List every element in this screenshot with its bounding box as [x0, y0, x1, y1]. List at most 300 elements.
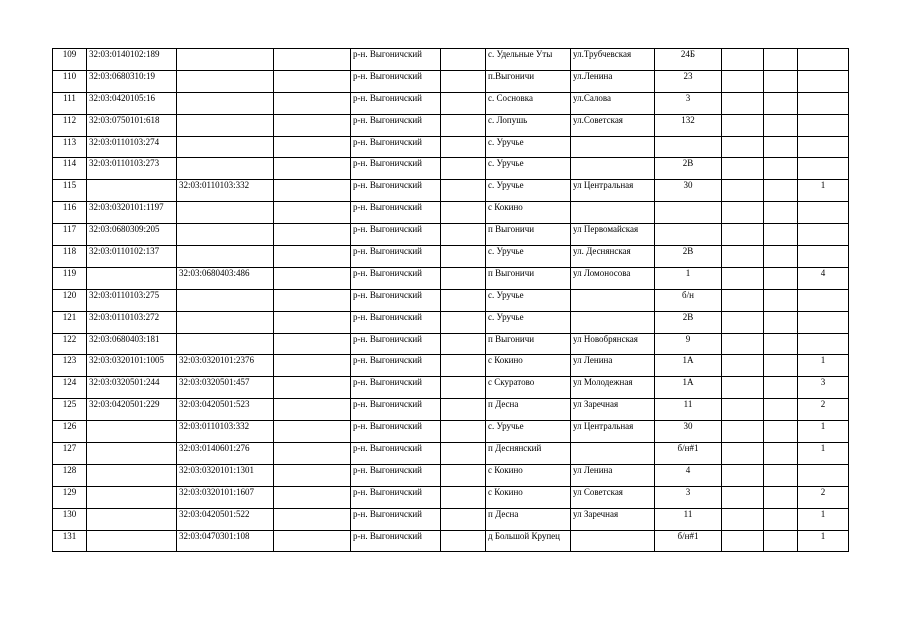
extra-cell-4-cell: [764, 443, 798, 465]
table-row: [53, 377, 849, 399]
extra-cell-2-cell: [441, 333, 486, 355]
settlement-cell: п Деснянский: [486, 443, 571, 465]
table-row: [53, 486, 849, 508]
extra-cell-3-cell: [722, 202, 764, 224]
extra-cell-cell: [274, 158, 351, 180]
house-number-cell: [655, 202, 722, 224]
house-number-cell: 2В: [655, 246, 722, 268]
count-cell: 1: [798, 508, 849, 530]
house-number-cell: 1: [655, 267, 722, 289]
count-cell: [798, 224, 849, 246]
cadastral-number-alt-cell: [177, 202, 274, 224]
extra-cell-2-cell: [441, 267, 486, 289]
cadastral-number-cell: [87, 421, 177, 443]
house-number-cell: 132: [655, 114, 722, 136]
house-number-cell: 11: [655, 399, 722, 421]
settlement-cell: с. Уручье: [486, 289, 571, 311]
district-cell: р-н. Выгоничский: [351, 136, 441, 158]
settlement-cell: п.Выгоничи: [486, 70, 571, 92]
district-cell: р-н. Выгоничский: [351, 333, 441, 355]
count-cell: 1: [798, 421, 849, 443]
extra-cell-4-cell: [764, 355, 798, 377]
extra-cell-2-cell: [441, 180, 486, 202]
table-row: [53, 530, 849, 552]
district-cell: р-н. Выгоничский: [351, 92, 441, 114]
street-cell: ул Ленина: [571, 464, 655, 486]
extra-cell-4-cell: [764, 311, 798, 333]
cadastral-number-alt-cell: [177, 311, 274, 333]
extra-cell-4-cell: [764, 464, 798, 486]
extra-cell-3-cell: [722, 443, 764, 465]
extra-cell-4-cell: [764, 246, 798, 268]
cadastral-number-cell: 32:03:0680310:19: [87, 70, 177, 92]
district-cell: р-н. Выгоничский: [351, 202, 441, 224]
row-number-cell: 116: [53, 202, 87, 224]
extra-cell-2-cell: [441, 136, 486, 158]
count-cell: [798, 136, 849, 158]
count-cell: [798, 333, 849, 355]
count-cell: 1: [798, 530, 849, 552]
row-number-cell: 113: [53, 136, 87, 158]
street-cell: [571, 158, 655, 180]
street-cell: [571, 202, 655, 224]
table-row: [53, 70, 849, 92]
count-cell: [798, 246, 849, 268]
house-number-cell: б/н#1: [655, 530, 722, 552]
extra-cell-2-cell: [441, 70, 486, 92]
cadastral-number-cell: [87, 180, 177, 202]
extra-cell-3-cell: [722, 49, 764, 71]
district-cell: р-н. Выгоничский: [351, 114, 441, 136]
cadastral-number-cell: 32:03:0420501:229: [87, 399, 177, 421]
district-cell: р-н. Выгоничский: [351, 180, 441, 202]
extra-cell-2-cell: [441, 530, 486, 552]
cadastral-number-cell: 32:03:0680403:181: [87, 333, 177, 355]
extra-cell-3-cell: [722, 333, 764, 355]
extra-cell-cell: [274, 180, 351, 202]
cadastral-number-cell: 32:03:0110103:275: [87, 289, 177, 311]
district-cell: р-н. Выгоничский: [351, 486, 441, 508]
district-cell: р-н. Выгоничский: [351, 246, 441, 268]
row-number-cell: 112: [53, 114, 87, 136]
row-number-cell: 114: [53, 158, 87, 180]
extra-cell-3-cell: [722, 136, 764, 158]
cadastral-number-alt-cell: 32:03:0320101:2376: [177, 355, 274, 377]
extra-cell-3-cell: [722, 180, 764, 202]
count-cell: [798, 70, 849, 92]
cadastral-number-alt-cell: [177, 136, 274, 158]
district-cell: р-н. Выгоничский: [351, 158, 441, 180]
house-number-cell: 3: [655, 486, 722, 508]
extra-cell-2-cell: [441, 311, 486, 333]
cadastral-number-alt-cell: 32:03:0110103:332: [177, 421, 274, 443]
count-cell: 1: [798, 443, 849, 465]
count-cell: 1: [798, 355, 849, 377]
extra-cell-4-cell: [764, 399, 798, 421]
street-cell: ул Новобрянская: [571, 333, 655, 355]
street-cell: ул Центральная: [571, 421, 655, 443]
extra-cell-4-cell: [764, 421, 798, 443]
extra-cell-cell: [274, 311, 351, 333]
house-number-cell: 3: [655, 92, 722, 114]
extra-cell-4-cell: [764, 136, 798, 158]
extra-cell-cell: [274, 114, 351, 136]
street-cell: [571, 311, 655, 333]
extra-cell-2-cell: [441, 399, 486, 421]
table-row: [53, 399, 849, 421]
table-row: [53, 508, 849, 530]
extra-cell-4-cell: [764, 530, 798, 552]
extra-cell-2-cell: [441, 289, 486, 311]
street-cell: ул Молодежная: [571, 377, 655, 399]
row-number-cell: 121: [53, 311, 87, 333]
street-cell: ул Ленина: [571, 355, 655, 377]
settlement-cell: с. Уручье: [486, 421, 571, 443]
cadastral-number-alt-cell: [177, 70, 274, 92]
extra-cell-cell: [274, 421, 351, 443]
count-cell: [798, 158, 849, 180]
house-number-cell: 1А: [655, 377, 722, 399]
street-cell: ул.Салова: [571, 92, 655, 114]
cadastral-number-alt-cell: [177, 92, 274, 114]
registry-table-sheet: [52, 48, 848, 552]
row-number-cell: 124: [53, 377, 87, 399]
extra-cell-3-cell: [722, 224, 764, 246]
cadastral-number-cell: 32:03:0320101:1005: [87, 355, 177, 377]
row-number-cell: 128: [53, 464, 87, 486]
extra-cell-4-cell: [764, 114, 798, 136]
extra-cell-cell: [274, 202, 351, 224]
extra-cell-4-cell: [764, 486, 798, 508]
extra-cell-3-cell: [722, 399, 764, 421]
cadastral-number-cell: 32:03:0110103:273: [87, 158, 177, 180]
district-cell: р-н. Выгоничский: [351, 49, 441, 71]
district-cell: р-н. Выгоничский: [351, 421, 441, 443]
street-cell: ул Советская: [571, 486, 655, 508]
row-number-cell: 120: [53, 289, 87, 311]
row-number-cell: 109: [53, 49, 87, 71]
settlement-cell: д Большой Крупец: [486, 530, 571, 552]
extra-cell-cell: [274, 530, 351, 552]
house-number-cell: 11: [655, 508, 722, 530]
house-number-cell: 24Б: [655, 49, 722, 71]
cadastral-number-cell: 32:03:0140102:189: [87, 49, 177, 71]
count-cell: 2: [798, 486, 849, 508]
cadastral-number-alt-cell: [177, 224, 274, 246]
extra-cell-cell: [274, 443, 351, 465]
row-number-cell: 129: [53, 486, 87, 508]
row-number-cell: 126: [53, 421, 87, 443]
district-cell: р-н. Выгоничский: [351, 355, 441, 377]
street-cell: ул Ломоносова: [571, 267, 655, 289]
house-number-cell: 9: [655, 333, 722, 355]
house-number-cell: б/н#1: [655, 443, 722, 465]
extra-cell-cell: [274, 399, 351, 421]
extra-cell-4-cell: [764, 333, 798, 355]
table-row: [53, 224, 849, 246]
extra-cell-3-cell: [722, 464, 764, 486]
extra-cell-2-cell: [441, 421, 486, 443]
settlement-cell: с Кокино: [486, 486, 571, 508]
extra-cell-4-cell: [764, 49, 798, 71]
cadastral-number-cell: 32:03:0110103:274: [87, 136, 177, 158]
row-number-cell: 125: [53, 399, 87, 421]
extra-cell-cell: [274, 333, 351, 355]
count-cell: [798, 202, 849, 224]
extra-cell-3-cell: [722, 355, 764, 377]
cadastral-number-cell: [87, 508, 177, 530]
row-number-cell: 117: [53, 224, 87, 246]
house-number-cell: 2В: [655, 158, 722, 180]
table-row: [53, 421, 849, 443]
cadastral-number-cell: [87, 267, 177, 289]
row-number-cell: 130: [53, 508, 87, 530]
house-number-cell: 23: [655, 70, 722, 92]
street-cell: ул Первомайская: [571, 224, 655, 246]
registry-table: [52, 48, 849, 552]
cadastral-number-cell: 32:03:0320101:1197: [87, 202, 177, 224]
extra-cell-cell: [274, 377, 351, 399]
district-cell: р-н. Выгоничский: [351, 70, 441, 92]
extra-cell-cell: [274, 289, 351, 311]
district-cell: р-н. Выгоничский: [351, 530, 441, 552]
extra-cell-4-cell: [764, 377, 798, 399]
cadastral-number-cell: [87, 486, 177, 508]
extra-cell-4-cell: [764, 158, 798, 180]
extra-cell-cell: [274, 464, 351, 486]
street-cell: [571, 443, 655, 465]
street-cell: ул.Советская: [571, 114, 655, 136]
settlement-cell: с. Сосновка: [486, 92, 571, 114]
extra-cell-cell: [274, 486, 351, 508]
table-row: [53, 246, 849, 268]
extra-cell-3-cell: [722, 377, 764, 399]
district-cell: р-н. Выгоничский: [351, 508, 441, 530]
row-number-cell: 127: [53, 443, 87, 465]
row-number-cell: 115: [53, 180, 87, 202]
extra-cell-2-cell: [441, 486, 486, 508]
district-cell: р-н. Выгоничский: [351, 311, 441, 333]
settlement-cell: с. Уручье: [486, 136, 571, 158]
count-cell: 2: [798, 399, 849, 421]
cadastral-number-cell: [87, 530, 177, 552]
count-cell: [798, 49, 849, 71]
count-cell: 1: [798, 180, 849, 202]
row-number-cell: 131: [53, 530, 87, 552]
cadastral-number-cell: 32:03:0320501:244: [87, 377, 177, 399]
house-number-cell: 2В: [655, 311, 722, 333]
table-row: [53, 180, 849, 202]
extra-cell-cell: [274, 246, 351, 268]
street-cell: ул.Ленина: [571, 70, 655, 92]
district-cell: р-н. Выгоничский: [351, 267, 441, 289]
district-cell: р-н. Выгоничский: [351, 464, 441, 486]
district-cell: р-н. Выгоничский: [351, 289, 441, 311]
table-row: [53, 464, 849, 486]
table-row: [53, 92, 849, 114]
cadastral-number-alt-cell: 32:03:0680403:486: [177, 267, 274, 289]
settlement-cell: с. Удельные Уты: [486, 49, 571, 71]
extra-cell-3-cell: [722, 70, 764, 92]
settlement-cell: с Кокино: [486, 355, 571, 377]
extra-cell-2-cell: [441, 202, 486, 224]
extra-cell-2-cell: [441, 443, 486, 465]
street-cell: [571, 136, 655, 158]
count-cell: 4: [798, 267, 849, 289]
street-cell: ул.Трубчевская: [571, 49, 655, 71]
extra-cell-2-cell: [441, 158, 486, 180]
row-number-cell: 123: [53, 355, 87, 377]
count-cell: [798, 464, 849, 486]
street-cell: [571, 530, 655, 552]
house-number-cell: 1А: [655, 355, 722, 377]
extra-cell-cell: [274, 508, 351, 530]
cadastral-number-alt-cell: [177, 114, 274, 136]
extra-cell-3-cell: [722, 158, 764, 180]
table-row: [53, 49, 849, 71]
registry-table-body: [53, 49, 849, 552]
extra-cell-3-cell: [722, 114, 764, 136]
settlement-cell: с. Уручье: [486, 246, 571, 268]
settlement-cell: с. Лопушь: [486, 114, 571, 136]
extra-cell-4-cell: [764, 224, 798, 246]
extra-cell-cell: [274, 92, 351, 114]
extra-cell-4-cell: [764, 180, 798, 202]
cadastral-number-alt-cell: [177, 49, 274, 71]
settlement-cell: с. Уручье: [486, 158, 571, 180]
table-row: [53, 311, 849, 333]
extra-cell-3-cell: [722, 311, 764, 333]
cadastral-number-alt-cell: [177, 289, 274, 311]
cadastral-number-cell: [87, 443, 177, 465]
extra-cell-cell: [274, 224, 351, 246]
extra-cell-3-cell: [722, 530, 764, 552]
count-cell: 3: [798, 377, 849, 399]
cadastral-number-alt-cell: [177, 158, 274, 180]
extra-cell-3-cell: [722, 289, 764, 311]
settlement-cell: с. Уручье: [486, 311, 571, 333]
extra-cell-3-cell: [722, 92, 764, 114]
extra-cell-2-cell: [441, 355, 486, 377]
cadastral-number-alt-cell: 32:03:0470301:108: [177, 530, 274, 552]
house-number-cell: 30: [655, 180, 722, 202]
extra-cell-3-cell: [722, 267, 764, 289]
cadastral-number-cell: 32:03:0420105:16: [87, 92, 177, 114]
cadastral-number-alt-cell: 32:03:0140601:276: [177, 443, 274, 465]
settlement-cell: с. Уручье: [486, 180, 571, 202]
street-cell: ул. Деснянская: [571, 246, 655, 268]
count-cell: [798, 92, 849, 114]
cadastral-number-cell: 32:03:0680309:205: [87, 224, 177, 246]
extra-cell-4-cell: [764, 202, 798, 224]
house-number-cell: [655, 224, 722, 246]
extra-cell-2-cell: [441, 246, 486, 268]
extra-cell-3-cell: [722, 508, 764, 530]
house-number-cell: 4: [655, 464, 722, 486]
cadastral-number-alt-cell: [177, 246, 274, 268]
extra-cell-3-cell: [722, 246, 764, 268]
cadastral-number-alt-cell: 32:03:0320101:1301: [177, 464, 274, 486]
extra-cell-4-cell: [764, 289, 798, 311]
table-row: [53, 202, 849, 224]
extra-cell-4-cell: [764, 508, 798, 530]
settlement-cell: п Десна: [486, 399, 571, 421]
row-number-cell: 119: [53, 267, 87, 289]
cadastral-number-alt-cell: [177, 333, 274, 355]
extra-cell-4-cell: [764, 92, 798, 114]
row-number-cell: 110: [53, 70, 87, 92]
extra-cell-cell: [274, 267, 351, 289]
street-cell: ул Центральная: [571, 180, 655, 202]
extra-cell-cell: [274, 136, 351, 158]
cadastral-number-alt-cell: 32:03:0320501:457: [177, 377, 274, 399]
extra-cell-2-cell: [441, 508, 486, 530]
settlement-cell: п Выгоничи: [486, 333, 571, 355]
cadastral-number-cell: 32:03:0750101:618: [87, 114, 177, 136]
settlement-cell: с Кокино: [486, 464, 571, 486]
cadastral-number-cell: [87, 464, 177, 486]
cadastral-number-alt-cell: 32:03:0420501:523: [177, 399, 274, 421]
row-number-cell: 118: [53, 246, 87, 268]
count-cell: [798, 289, 849, 311]
table-row: [53, 267, 849, 289]
settlement-cell: с Кокино: [486, 202, 571, 224]
extra-cell-4-cell: [764, 70, 798, 92]
count-cell: [798, 311, 849, 333]
cadastral-number-cell: 32:03:0110102:137: [87, 246, 177, 268]
cadastral-number-alt-cell: 32:03:0420501:522: [177, 508, 274, 530]
extra-cell-3-cell: [722, 421, 764, 443]
extra-cell-2-cell: [441, 377, 486, 399]
extra-cell-2-cell: [441, 92, 486, 114]
row-number-cell: 122: [53, 333, 87, 355]
district-cell: р-н. Выгоничский: [351, 443, 441, 465]
extra-cell-2-cell: [441, 114, 486, 136]
extra-cell-cell: [274, 70, 351, 92]
house-number-cell: [655, 136, 722, 158]
extra-cell-cell: [274, 49, 351, 71]
cadastral-number-cell: 32:03:0110103:272: [87, 311, 177, 333]
extra-cell-2-cell: [441, 464, 486, 486]
extra-cell-2-cell: [441, 224, 486, 246]
table-row: [53, 355, 849, 377]
table-row: [53, 289, 849, 311]
row-number-cell: 111: [53, 92, 87, 114]
table-row: [53, 443, 849, 465]
extra-cell-2-cell: [441, 49, 486, 71]
house-number-cell: 30: [655, 421, 722, 443]
cadastral-number-alt-cell: 32:03:0320101:1607: [177, 486, 274, 508]
settlement-cell: п Выгоничи: [486, 267, 571, 289]
count-cell: [798, 114, 849, 136]
extra-cell-4-cell: [764, 267, 798, 289]
settlement-cell: п Десна: [486, 508, 571, 530]
street-cell: [571, 289, 655, 311]
table-row: [53, 333, 849, 355]
house-number-cell: б/н: [655, 289, 722, 311]
street-cell: ул Заречная: [571, 399, 655, 421]
settlement-cell: с Скуратово: [486, 377, 571, 399]
cadastral-number-alt-cell: 32:03:0110103:332: [177, 180, 274, 202]
table-row: [53, 114, 849, 136]
district-cell: р-н. Выгоничский: [351, 399, 441, 421]
settlement-cell: п Выгоничи: [486, 224, 571, 246]
district-cell: р-н. Выгоничский: [351, 377, 441, 399]
street-cell: ул Заречная: [571, 508, 655, 530]
extra-cell-3-cell: [722, 486, 764, 508]
table-row: [53, 136, 849, 158]
district-cell: р-н. Выгоничский: [351, 224, 441, 246]
